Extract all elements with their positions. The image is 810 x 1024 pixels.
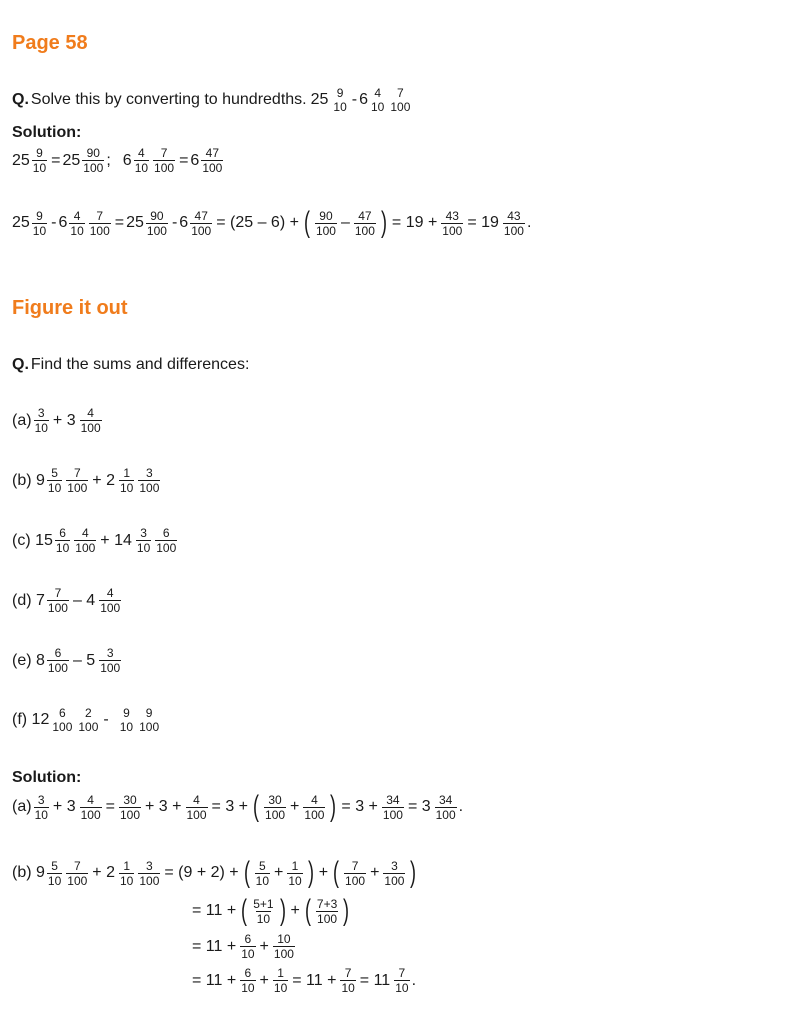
math-text: Find the sums and differences:	[30, 356, 250, 373]
fraction	[47, 466, 62, 495]
numerator: 90	[150, 208, 164, 223]
math-text: (a)	[12, 411, 32, 429]
question-text: Solve this by converting to hundredths.	[30, 91, 307, 108]
numerator: 6	[244, 966, 252, 980]
denominator: 100	[80, 421, 101, 435]
solution-b-line-3	[190, 932, 297, 961]
math-text: +	[259, 971, 269, 989]
numerator: 7	[344, 966, 352, 980]
math-text: = 11	[359, 971, 391, 989]
numerator: 5	[258, 858, 266, 873]
math-text: 6	[179, 214, 189, 231]
numerator: 30	[268, 792, 282, 807]
numerator: 9	[123, 706, 130, 720]
math-text: 25	[126, 214, 144, 231]
right-paren: )	[380, 206, 387, 239]
math-text: = (9 + 2) +	[164, 864, 239, 881]
fraction	[332, 86, 347, 114]
math-text: +	[290, 902, 300, 919]
fraction	[51, 706, 73, 734]
section-title: Figure it out	[12, 297, 128, 319]
question-label: Q.	[12, 91, 29, 108]
math-text: +	[259, 937, 269, 955]
math-text: = 19 +	[391, 214, 438, 231]
fraction	[155, 526, 177, 555]
solution-b-line-2	[190, 896, 352, 926]
whole: 25	[310, 91, 329, 108]
denominator: 100	[191, 223, 212, 238]
math-text: 25	[12, 214, 30, 231]
fraction	[82, 146, 104, 175]
denominator: 100	[503, 223, 524, 238]
fraction	[32, 209, 47, 238]
math-text: +	[290, 798, 300, 815]
denominator: 10	[273, 981, 288, 995]
parenthesis: )	[330, 790, 337, 823]
numerator: 4	[87, 792, 94, 807]
math-text: 6	[58, 214, 68, 231]
fraction	[74, 526, 96, 555]
math-text: =	[114, 214, 125, 231]
fraction	[99, 646, 121, 675]
denominator: 10	[34, 421, 48, 435]
numerator: 3	[391, 858, 398, 873]
math-text: = 19	[467, 214, 499, 231]
solution-line-1	[12, 146, 225, 175]
numerator: 47	[194, 208, 208, 223]
fraction	[201, 146, 223, 175]
denominator: 10	[256, 911, 271, 926]
math-text: =	[105, 798, 115, 815]
numerator: 5	[51, 858, 58, 873]
whole: 6	[359, 91, 368, 108]
problem-f	[12, 706, 162, 734]
parenthesis: )	[279, 894, 286, 927]
numerator: 4	[73, 208, 81, 223]
fraction	[435, 793, 457, 822]
numerator: 9	[36, 146, 43, 160]
fraction	[370, 86, 385, 114]
denominator: 10	[134, 161, 149, 175]
fraction	[153, 146, 175, 175]
fraction	[80, 406, 102, 435]
fraction	[354, 209, 376, 238]
numerator: 7	[73, 466, 81, 480]
numerator: 34	[438, 792, 453, 807]
math-text: 25	[62, 151, 81, 169]
numerator: 7	[397, 86, 404, 100]
numerator: 6	[244, 932, 252, 946]
denominator: 10	[34, 807, 48, 822]
math-text: .	[526, 214, 532, 231]
numerator: 1	[277, 966, 284, 980]
numerator: 2	[85, 706, 92, 720]
fraction	[32, 146, 47, 175]
denominator: 100	[442, 223, 463, 238]
fraction	[287, 859, 302, 888]
numerator: 10	[277, 932, 291, 946]
fraction	[240, 966, 255, 995]
problem-c	[12, 526, 179, 555]
solution-line-2	[12, 208, 531, 238]
fraction	[138, 466, 160, 495]
denominator: 10	[395, 981, 409, 995]
fraction	[255, 859, 270, 888]
fraction	[382, 793, 404, 822]
denominator: 100	[273, 947, 294, 961]
math-text: Q.	[12, 356, 29, 373]
denominator: 100	[139, 873, 160, 888]
math-text: + 3	[52, 411, 76, 429]
fraction	[119, 793, 141, 822]
denominator: 100	[156, 541, 177, 555]
fraction	[389, 86, 411, 114]
fraction	[186, 793, 208, 822]
math-text: = 11 +	[192, 971, 237, 989]
parenthesis: )	[307, 856, 314, 889]
math-text: (f) 12	[12, 711, 50, 728]
denominator: 100	[75, 541, 96, 555]
math-text: (b) 9	[12, 864, 45, 881]
fraction	[136, 526, 151, 555]
denominator: 10	[119, 481, 134, 495]
denominator: 100	[382, 807, 403, 822]
math-text: (b) 9	[12, 471, 45, 489]
math-text: .	[458, 798, 464, 815]
numerator: 3	[146, 858, 153, 873]
fraction	[138, 859, 160, 888]
numerator: 7+3	[316, 896, 338, 911]
fraction	[240, 932, 255, 961]
denominator: 100	[146, 223, 167, 238]
parenthesis: (	[253, 790, 260, 823]
numerator: 7	[351, 858, 359, 873]
math-text: 25	[12, 151, 30, 169]
math-text: = 11 +	[292, 971, 337, 989]
solution-label: Solution:	[12, 124, 82, 141]
problem-b	[12, 466, 162, 495]
numerator: 5	[51, 466, 58, 480]
fraction	[273, 932, 295, 961]
denominator: 100	[80, 807, 101, 822]
denominator: 100	[304, 807, 325, 822]
numerator: 4	[81, 526, 89, 540]
operator: -	[351, 91, 358, 108]
fraction	[47, 646, 69, 675]
numerator: 3	[37, 792, 45, 807]
denominator: 100	[154, 161, 175, 175]
denominator: 10	[70, 223, 84, 238]
math-text: = 3	[407, 798, 431, 815]
fraction	[316, 897, 338, 926]
math-text: +	[274, 864, 284, 881]
denominator: 100	[186, 807, 207, 822]
fraction	[119, 706, 134, 734]
math-text: = 3 +	[211, 798, 249, 815]
numerator: 47	[205, 146, 220, 160]
denominator: 10	[371, 100, 385, 114]
numerator: 7	[160, 146, 168, 160]
parenthesis: (	[243, 856, 250, 889]
fraction	[80, 793, 102, 822]
fraction	[264, 793, 286, 822]
numerator: 9	[145, 706, 153, 720]
denominator: 10	[136, 541, 151, 555]
denominator: 100	[47, 661, 68, 675]
left-paren: (	[303, 206, 310, 239]
math-text: (c) 15	[12, 531, 53, 549]
fraction	[66, 859, 88, 888]
numerator: 9	[36, 208, 43, 223]
math-text: 6	[122, 151, 132, 169]
math-text: = 3 +	[341, 798, 378, 815]
fraction	[134, 146, 149, 175]
math-text: +	[318, 864, 329, 881]
numerator: 7	[398, 966, 406, 980]
problem-a	[12, 406, 104, 435]
denominator: 10	[341, 981, 355, 995]
fraction	[503, 209, 525, 238]
numerator: 43	[445, 208, 459, 223]
denominator: 10	[288, 873, 302, 888]
denominator: 10	[47, 873, 62, 888]
numerator: 34	[386, 792, 400, 807]
solution-2-label: Solution:	[12, 769, 82, 786]
denominator: 100	[100, 601, 121, 615]
denominator: 100	[317, 911, 338, 926]
denominator: 100	[139, 720, 160, 734]
numerator: 3	[146, 466, 153, 480]
math-text: +	[370, 864, 380, 881]
denominator: 100	[202, 161, 223, 175]
denominator: 100	[47, 601, 68, 615]
math-text: –	[340, 214, 350, 231]
denominator: 10	[32, 223, 47, 238]
denominator: 100	[384, 873, 405, 888]
math-text: = 11 +	[192, 937, 237, 955]
math-text: = 11 +	[192, 902, 237, 919]
solution-b-line-1	[12, 858, 419, 888]
math-text: – 4	[72, 591, 96, 609]
numerator: 7	[96, 208, 104, 223]
denominator: 100	[100, 661, 121, 675]
math-text: =	[179, 151, 189, 169]
fraction	[273, 966, 288, 995]
denominator: 10	[55, 541, 70, 555]
math-text: + 3	[52, 798, 76, 815]
denominator: 10	[32, 161, 47, 175]
math-text: =	[51, 151, 61, 169]
denominator: 10	[119, 720, 134, 734]
numerator: 3	[37, 406, 45, 420]
fraction	[119, 859, 134, 888]
numerator: 4	[374, 86, 382, 100]
denominator: 100	[390, 100, 411, 114]
denominator: 100	[89, 223, 110, 238]
fraction	[146, 209, 168, 238]
fraction	[383, 859, 405, 888]
numerator: 5+1	[253, 896, 274, 911]
numerator: 3	[140, 526, 147, 540]
math-text: = (25 – 6) +	[216, 214, 299, 231]
fraction	[66, 466, 88, 495]
math-text: 6	[190, 151, 200, 169]
numerator: 4	[311, 792, 318, 807]
fraction	[190, 209, 212, 238]
denominator: 100	[354, 223, 375, 238]
denominator: 100	[265, 807, 286, 822]
fraction	[394, 966, 409, 995]
numerator: 1	[123, 858, 130, 873]
denominator: 100	[78, 720, 99, 734]
parenthesis: )	[410, 856, 417, 889]
numerator: 9	[336, 86, 344, 100]
numerator: 6	[59, 526, 66, 540]
fraction	[34, 793, 49, 822]
solution-a	[12, 792, 463, 822]
math-text: -	[51, 214, 57, 231]
problem-e	[12, 646, 123, 675]
math-text: + 14	[100, 531, 132, 549]
fraction	[47, 859, 62, 888]
numerator: 1	[123, 466, 130, 480]
denominator: 100	[435, 807, 456, 822]
numerator: 6	[54, 646, 62, 660]
math-text: + 3 +	[145, 798, 182, 815]
numerator: 6	[162, 526, 170, 540]
denominator: 100	[119, 807, 141, 822]
numerator: 90	[319, 208, 333, 223]
math-text: + 2	[92, 471, 115, 489]
math-text: .	[411, 971, 417, 989]
math-text: (d) 7	[12, 591, 45, 609]
fraction	[99, 586, 121, 615]
denominator: 10	[47, 481, 62, 495]
fraction	[119, 466, 134, 495]
fraction	[340, 966, 355, 995]
denominator: 10	[333, 100, 347, 114]
solution-b-line-4	[190, 966, 416, 995]
fraction	[441, 209, 463, 238]
fraction	[138, 706, 160, 734]
parenthesis: )	[343, 894, 350, 927]
fraction	[55, 526, 70, 555]
math-text: (e) 8	[12, 651, 45, 669]
numerator: 30	[123, 792, 137, 807]
fraction	[315, 209, 337, 238]
math-text: + 2	[92, 864, 115, 881]
denominator: 100	[67, 873, 88, 888]
fraction	[344, 859, 366, 888]
numerator: 4	[106, 586, 114, 600]
fraction	[69, 209, 84, 238]
parenthesis: (	[333, 856, 340, 889]
denominator: 100	[345, 873, 366, 888]
numerator: 6	[59, 706, 66, 720]
numerator: 90	[86, 146, 100, 160]
parenthesis: (	[241, 894, 248, 927]
page-title: Page 58	[12, 32, 88, 54]
fraction	[89, 209, 111, 238]
question-2	[12, 356, 251, 374]
numerator: 3	[106, 646, 114, 660]
fraction	[252, 897, 274, 926]
denominator: 100	[315, 223, 336, 238]
fraction	[303, 793, 325, 822]
denominator: 100	[67, 481, 88, 495]
denominator: 10	[119, 873, 134, 888]
numerator: 1	[291, 858, 299, 873]
math-text: ;	[106, 151, 111, 169]
problem-d	[12, 586, 123, 615]
math-text: – 5	[72, 651, 96, 669]
fraction	[34, 406, 49, 435]
numerator: 4	[138, 146, 145, 160]
denominator: 100	[52, 720, 73, 734]
math-text: -	[103, 711, 109, 728]
numerator: 47	[358, 208, 372, 223]
numerator: 43	[507, 208, 521, 223]
denominator: 10	[241, 981, 255, 995]
fraction	[77, 706, 99, 734]
numerator: 7	[54, 586, 62, 600]
parenthesis: (	[304, 894, 311, 927]
numerator: 4	[87, 406, 94, 420]
denominator: 100	[83, 161, 104, 175]
denominator: 100	[139, 481, 160, 495]
question-1	[12, 86, 413, 114]
math-text: (a)	[12, 798, 32, 815]
denominator: 10	[255, 873, 269, 888]
numerator: 7	[73, 858, 81, 873]
denominator: 10	[241, 947, 255, 961]
numerator: 4	[193, 792, 200, 807]
math-text: -	[171, 214, 178, 231]
fraction	[47, 586, 69, 615]
